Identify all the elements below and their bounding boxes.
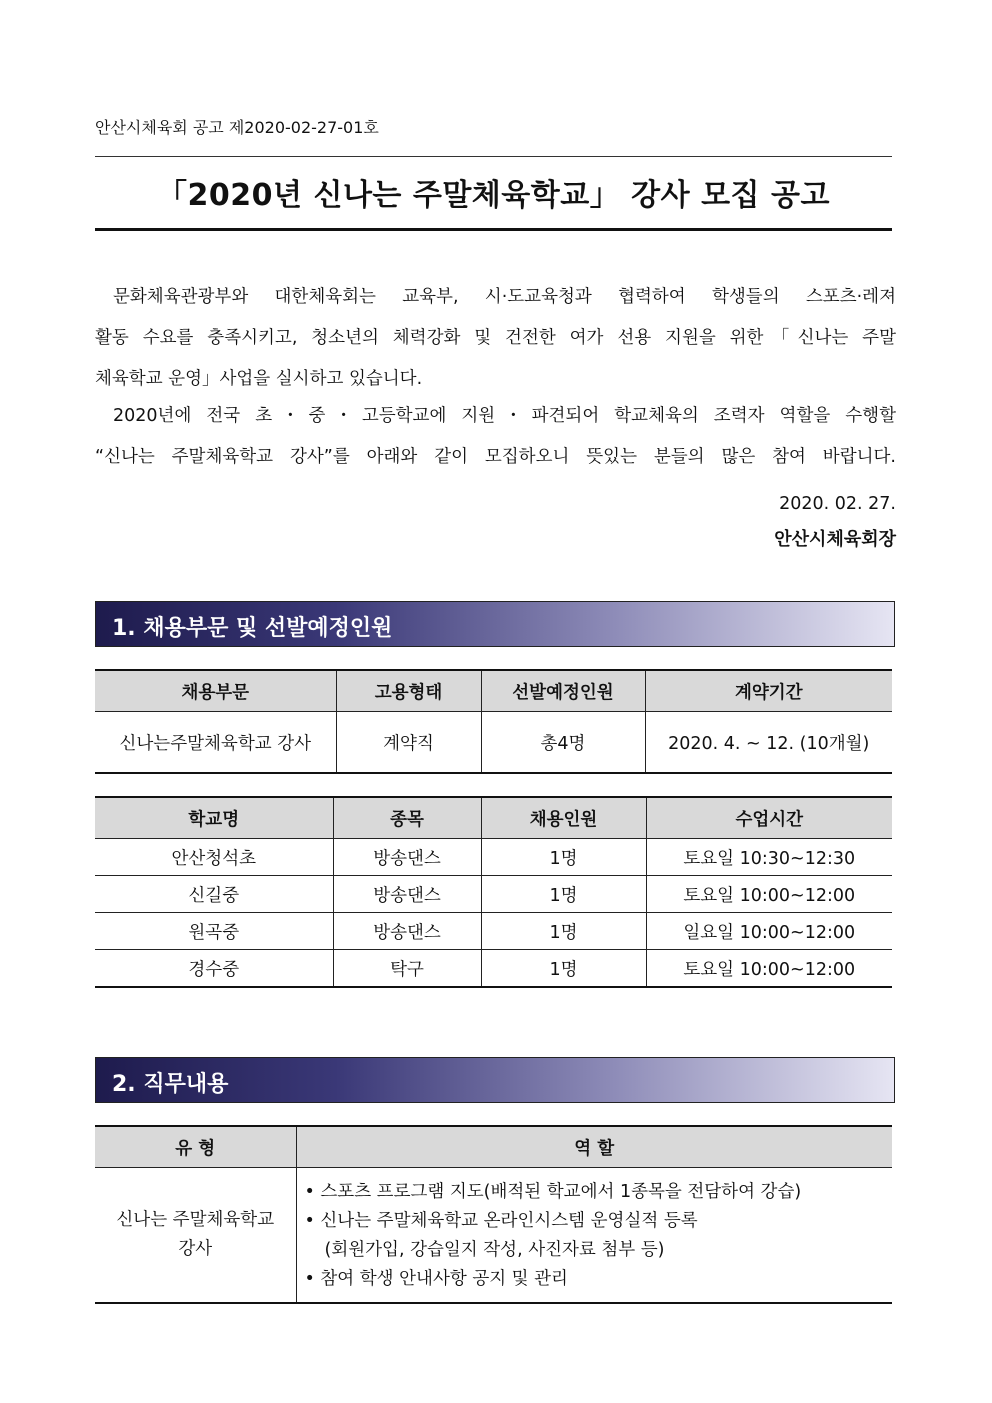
intro-line: “신나는 주말체육학교 강사”를 아래와 같이 모집하오니 뜻있는 분들의 많은 참여 바랍니다. [95, 447, 896, 467]
role-item: • 신나는 주말체육학교 온라인시스템 운영실적 등록 [304, 1211, 698, 1231]
table-row [95, 1168, 892, 1304]
section-1-title: 1. 채용부문 및 선발예정인원 [112, 616, 393, 641]
document-title: 「2020년 신나는 주말체육학교」 강사 모집 공고 [157, 178, 830, 213]
role-item: • 참여 학생 안내사항 공지 및 관리 [304, 1269, 568, 1289]
intro-line: 활동 수요를 충족시키고, 청소년의 체력강화 및 건전한 여가 선용 지원을 위한「신나는 주말 [95, 328, 896, 348]
intro-line: 2020년에 전국 초・중・고등학교에 지원・파견되어 학교체육의 조력자 역할을 수행할 [113, 406, 896, 426]
job-type-cell [95, 1168, 296, 1304]
table-cell: 탁구 [333, 950, 481, 988]
intro-line: 체육학교 운영」사업을 실시하고 있습니다. [95, 369, 423, 389]
col-header: 채용인원 [481, 797, 646, 839]
table-cell: 토요일 10:30~12:30 [646, 839, 892, 876]
table-row [95, 876, 892, 913]
table-cell: 방송댄스 [333, 839, 481, 876]
table-cell: 안산청석초 [95, 839, 333, 876]
table-cell: 경수중 [95, 950, 333, 988]
table-cell: 신나는주말체육학교 강사 [95, 712, 336, 774]
table-row [95, 712, 892, 774]
recruit-table [95, 669, 892, 774]
table-row [95, 913, 892, 950]
col-header: 수업시간 [646, 797, 892, 839]
role-item-detail: (회원가입, 강습일지 작성, 사진자료 첨부 등) [324, 1240, 665, 1260]
table-cell: 일요일 10:00~12:00 [646, 913, 892, 950]
notice-date: 2020. 02. 27. [779, 494, 896, 514]
table-cell: 1명 [481, 950, 646, 988]
job-type-line: 강사 [178, 1239, 213, 1259]
col-header: 유 형 [95, 1126, 296, 1168]
section-2-title: 2. 직무내용 [112, 1072, 229, 1097]
table-cell: 계약직 [336, 712, 481, 774]
col-header: 고용형태 [336, 670, 481, 712]
intro-line: 문화체육관광부와 대한체육회는 교육부, 시·도교육청과 협력하여 학생들의 스포츠·레져 [113, 287, 896, 307]
col-header: 선발예정인원 [481, 670, 645, 712]
col-header: 채용부문 [95, 670, 336, 712]
title-underline [95, 228, 892, 231]
table-cell: 총4명 [481, 712, 645, 774]
role-item: • 스포츠 프로그램 지도(배적된 학교에서 1종목을 전담하여 강습) [304, 1182, 802, 1202]
section-1-header [95, 601, 895, 647]
table-cell: 방송댄스 [333, 876, 481, 913]
section-2-header [95, 1057, 895, 1103]
school-table [95, 796, 892, 988]
job-type-line: 신나는 주말체육학교 [116, 1210, 275, 1230]
signer: 안산시체육회장 [774, 529, 896, 550]
table-row [95, 950, 892, 988]
col-header: 종목 [333, 797, 481, 839]
notice-number: 안산시체육회 공고 제2020-02-27-01호 [95, 118, 379, 137]
col-header: 학교명 [95, 797, 333, 839]
table-cell: 원곡중 [95, 913, 333, 950]
col-header: 역 할 [296, 1126, 892, 1168]
roles-cell [296, 1168, 892, 1304]
table-cell: 2020. 4. ~ 12. (10개월) [645, 712, 892, 774]
table-row [95, 839, 892, 876]
table-cell: 토요일 10:00~12:00 [646, 950, 892, 988]
table-cell: 토요일 10:00~12:00 [646, 876, 892, 913]
duty-table [95, 1125, 892, 1304]
col-header: 계약기간 [645, 670, 892, 712]
table-cell: 1명 [481, 876, 646, 913]
intro-paragraph-1 [95, 277, 896, 400]
table-cell: 방송댄스 [333, 913, 481, 950]
intro-paragraph-2 [95, 396, 896, 478]
table-cell: 1명 [481, 913, 646, 950]
top-divider [95, 156, 892, 157]
table-cell: 신길중 [95, 876, 333, 913]
table-cell: 1명 [481, 839, 646, 876]
